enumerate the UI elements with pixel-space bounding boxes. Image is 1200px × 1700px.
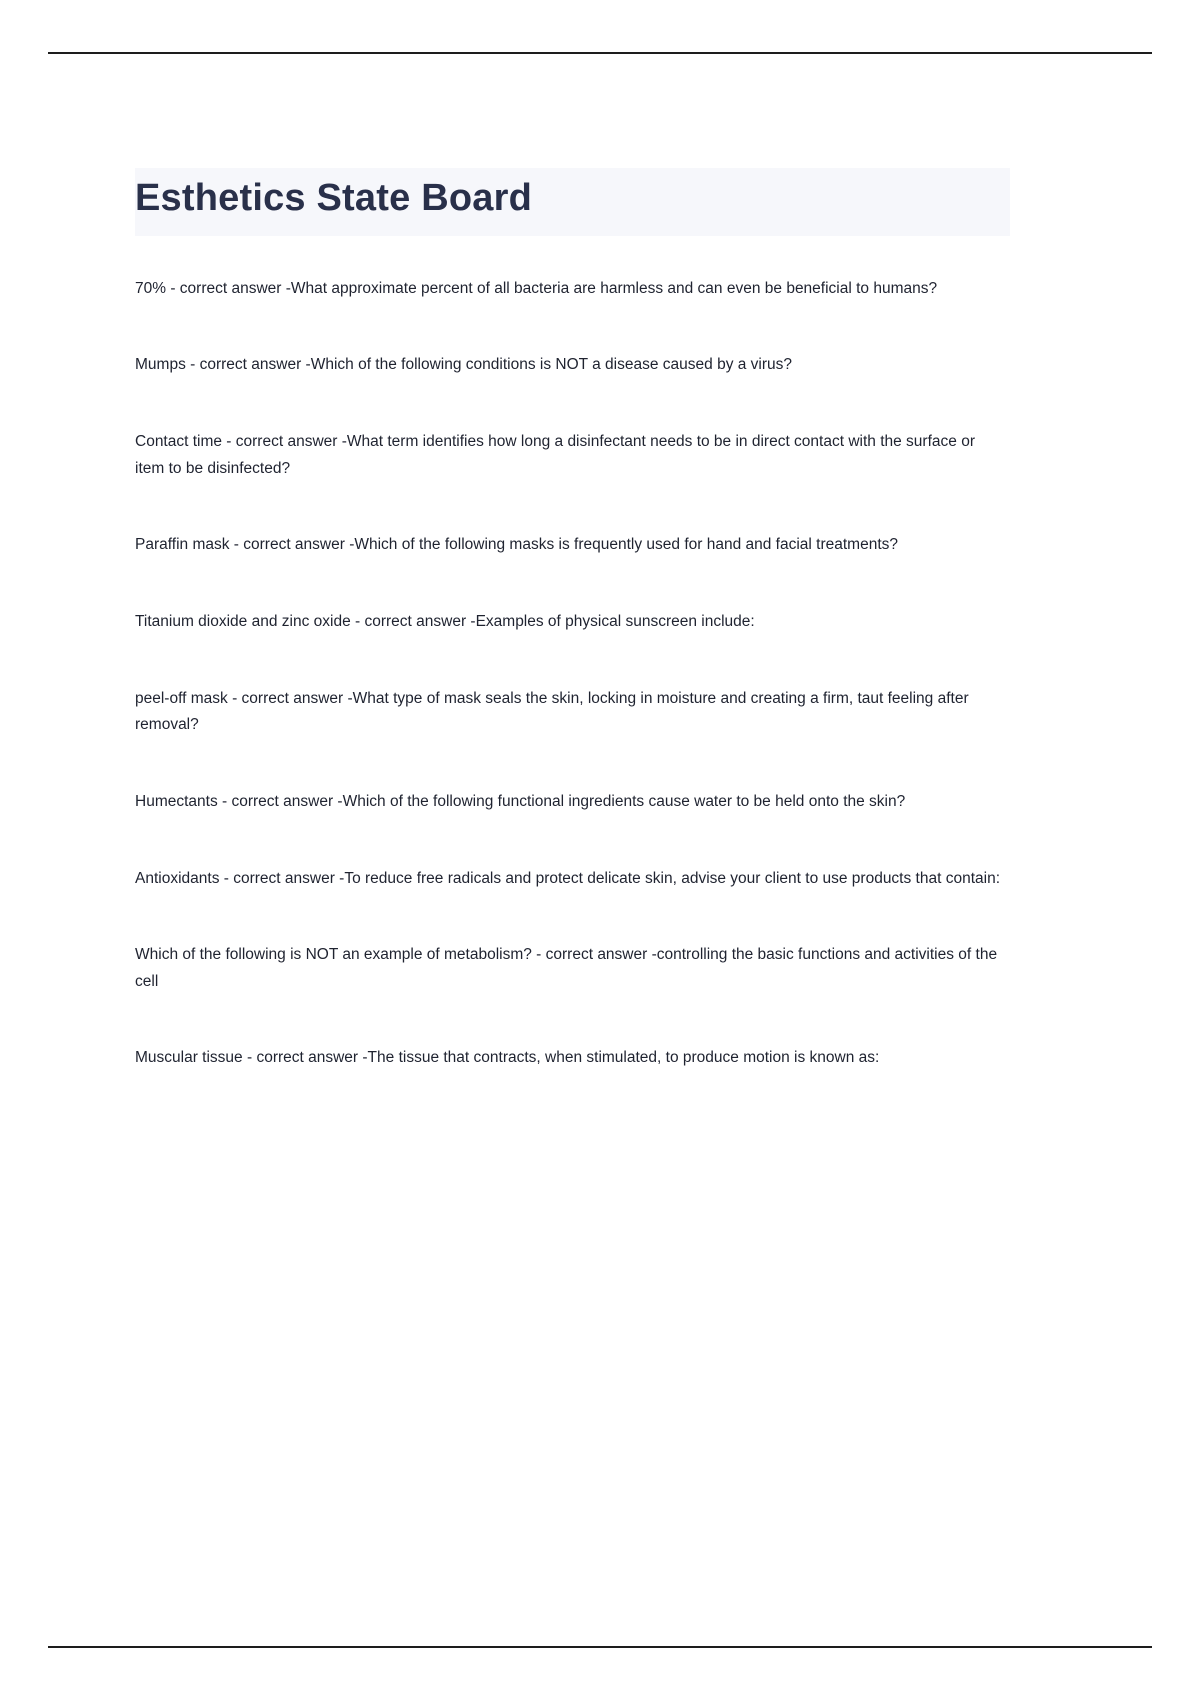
qa-item: 70% - correct answer -What approximate percent of all bacteria are harmless and can even be beneficial to humans? [135, 279, 938, 297]
qa-item: Which of the following is NOT an example of metabolism? - correct answer -controlling the basic functions and activities of the cell [135, 946, 998, 990]
document-content [135, 168, 1010, 1072]
qa-item: Humectants - correct answer -Which of the following functional ingredients cause water to be held onto the skin? [135, 792, 906, 810]
qa-item: Antioxidants - correct answer -To reduce free radicals and protect delicate skin, advise your client to use products that contain: [135, 869, 1000, 887]
header-divider [48, 52, 1152, 54]
qa-item: Mumps - correct answer -Which of the following conditions is NOT a disease caused by a virus? [135, 356, 793, 374]
qa-item: Paraffin mask - correct answer -Which of the following masks is frequently used for hand and facial treatments? [135, 536, 899, 554]
page-title: Esthetics State Board [135, 177, 532, 219]
qa-item: Titanium dioxide and zinc oxide - correct answer -Examples of physical sunscreen include: [135, 612, 755, 630]
qa-item: peel-off mask - correct answer -What type of mask seals the skin, locking in moisture and creating a firm, taut feeling after removal? [135, 689, 969, 734]
footer-divider [48, 1646, 1152, 1648]
qa-item: Muscular tissue - correct answer -The tissue that contracts, when stimulated, to produce motion is known as: [135, 1049, 880, 1067]
title-banner [135, 168, 1010, 236]
qa-item: Contact time - correct answer -What term identifies how long a disinfectant needs to be in direct contact with the surface or item to be disinfected? [135, 432, 975, 477]
qa-list [135, 276, 1010, 1073]
